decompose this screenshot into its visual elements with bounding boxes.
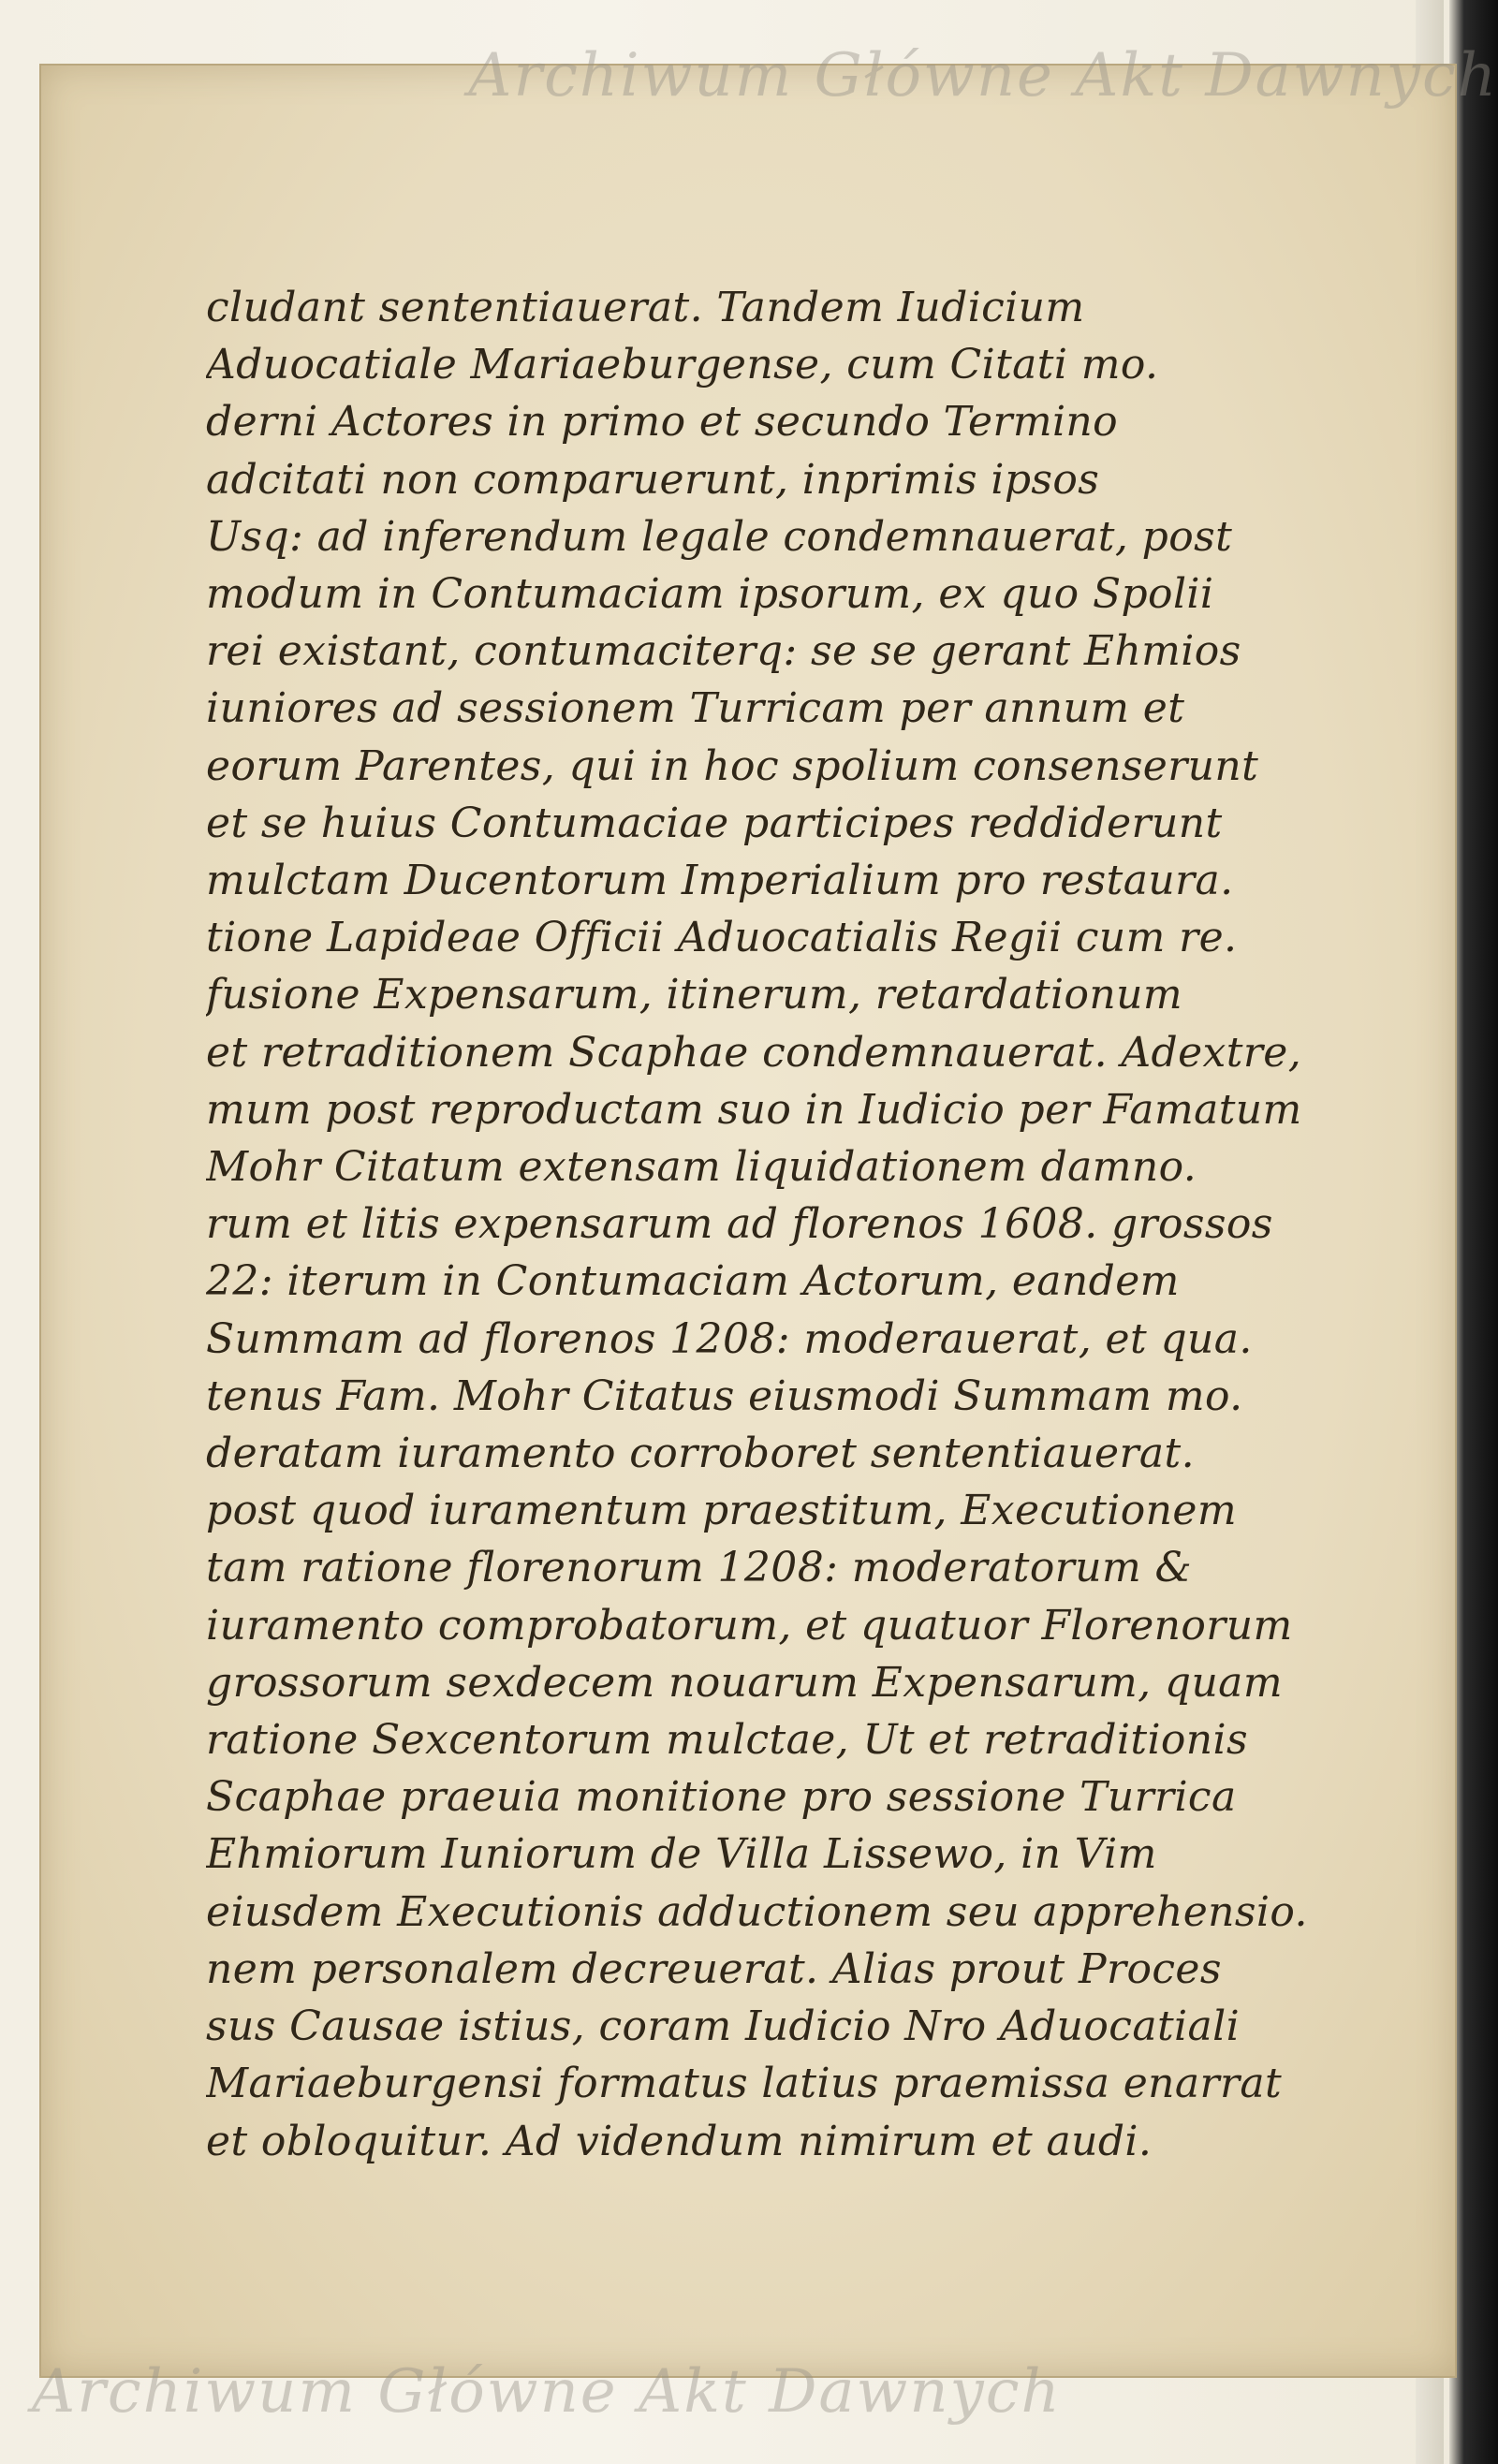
manuscript-line: adcitati non comparuerunt, inprimis ipsos [206,455,1100,504]
manuscript-line: Summam ad florenos 1208: moderauerat, et qua. [206,1314,1253,1363]
manuscript-text [206,279,1358,2198]
manuscript-page [41,66,1455,2376]
manuscript-line: rum et litis expensarum ad florenos 1608. grossos [206,1200,1273,1249]
manuscript-line: grossorum sexdecem nouarum Expensarum, quam [206,1658,1283,1707]
manuscript-line: cludant sententiauerat. Tandem Iudicium [206,284,1085,331]
manuscript-line: tione Lapideae Officii Aduocatialis Regii cum re. [206,914,1238,962]
manuscript-line: et se huius Contumaciae participes reddiderunt [206,799,1223,847]
manuscript-line: ratione Sexcentorum mulctae, Ut et retraditionis [206,1716,1248,1765]
archive-watermark-bottom: Archiwum Główne Akt Dawnych [32,2357,1062,2427]
manuscript-line: deratam iuramento corroboret sententiauerat. [206,1430,1196,1478]
binding-edge [1449,0,1498,2464]
manuscript-line: eiusdem Executionis adductionem seu apprehensio. [206,1887,1308,1936]
manuscript-line: Ehmiorum Iuniorum de Villa Lissewo, in Vim [206,1830,1157,1879]
manuscript-line: mum post reproductam suo in Iudicio per Famatum [206,1085,1302,1134]
manuscript-line: Mariaeburgensi formatus latius praemissa enarrat [206,2060,1283,2108]
manuscript-line: iuramento comprobatorum, et quatuor Florenorum [206,1601,1293,1650]
manuscript-line: eorum Parentes, qui in hoc spolium consenserunt [206,741,1259,790]
manuscript-line: fusione Expensarum, itinerum, retardationum [206,971,1183,1019]
manuscript-line: nem personalem decreuerat. Alias prout Proces [206,1944,1222,1993]
manuscript-line: post quod iuramentum praestitum, Executionem [206,1487,1237,1535]
manuscript-line: Aduocatiale Mariaeburgense, cum Citati mo. [206,341,1159,389]
manuscript-line: et obloquitur. Ad videndum nimirum et audi. [206,2117,1153,2165]
manuscript-line: Usq: ad inferendum legale condemnauerat, post [206,512,1233,561]
manuscript-line: 22: iterum in Contumaciam Actorum, eandem [206,1257,1180,1306]
manuscript-line: rei existant, contumaciterq: se se gerant Ehmios [206,627,1241,676]
manuscript-line: Mohr Citatum extensam liquidationem damno. [206,1143,1197,1192]
manuscript-line: derni Actores in primo et secundo Termino [206,398,1119,447]
manuscript-line: et retraditionem Scaphae condemnauerat. Adextre, [206,1028,1302,1077]
manuscript-line: mulctam Ducentorum Imperialium pro restaura. [206,857,1234,905]
manuscript-line: sus Causae istius, coram Iudicio Nro Aduocatiali [206,2002,1241,2051]
manuscript-line: tam ratione florenorum 1208: moderatorum & [206,1544,1193,1592]
manuscript-line: Scaphae praeuia monitione pro sessione Turrica [206,1773,1237,1822]
manuscript-line: tenus Fam. Mohr Citatus eiusmodi Summam mo. [206,1371,1243,1420]
archive-watermark-top: Archiwum Główne Akt Dawnych [468,41,1498,110]
manuscript-line: iuniores ad sessionem Turricam per annum et [206,684,1185,733]
manuscript-line: modum in Contumaciam ipsorum, ex quo Spolii [206,570,1214,619]
